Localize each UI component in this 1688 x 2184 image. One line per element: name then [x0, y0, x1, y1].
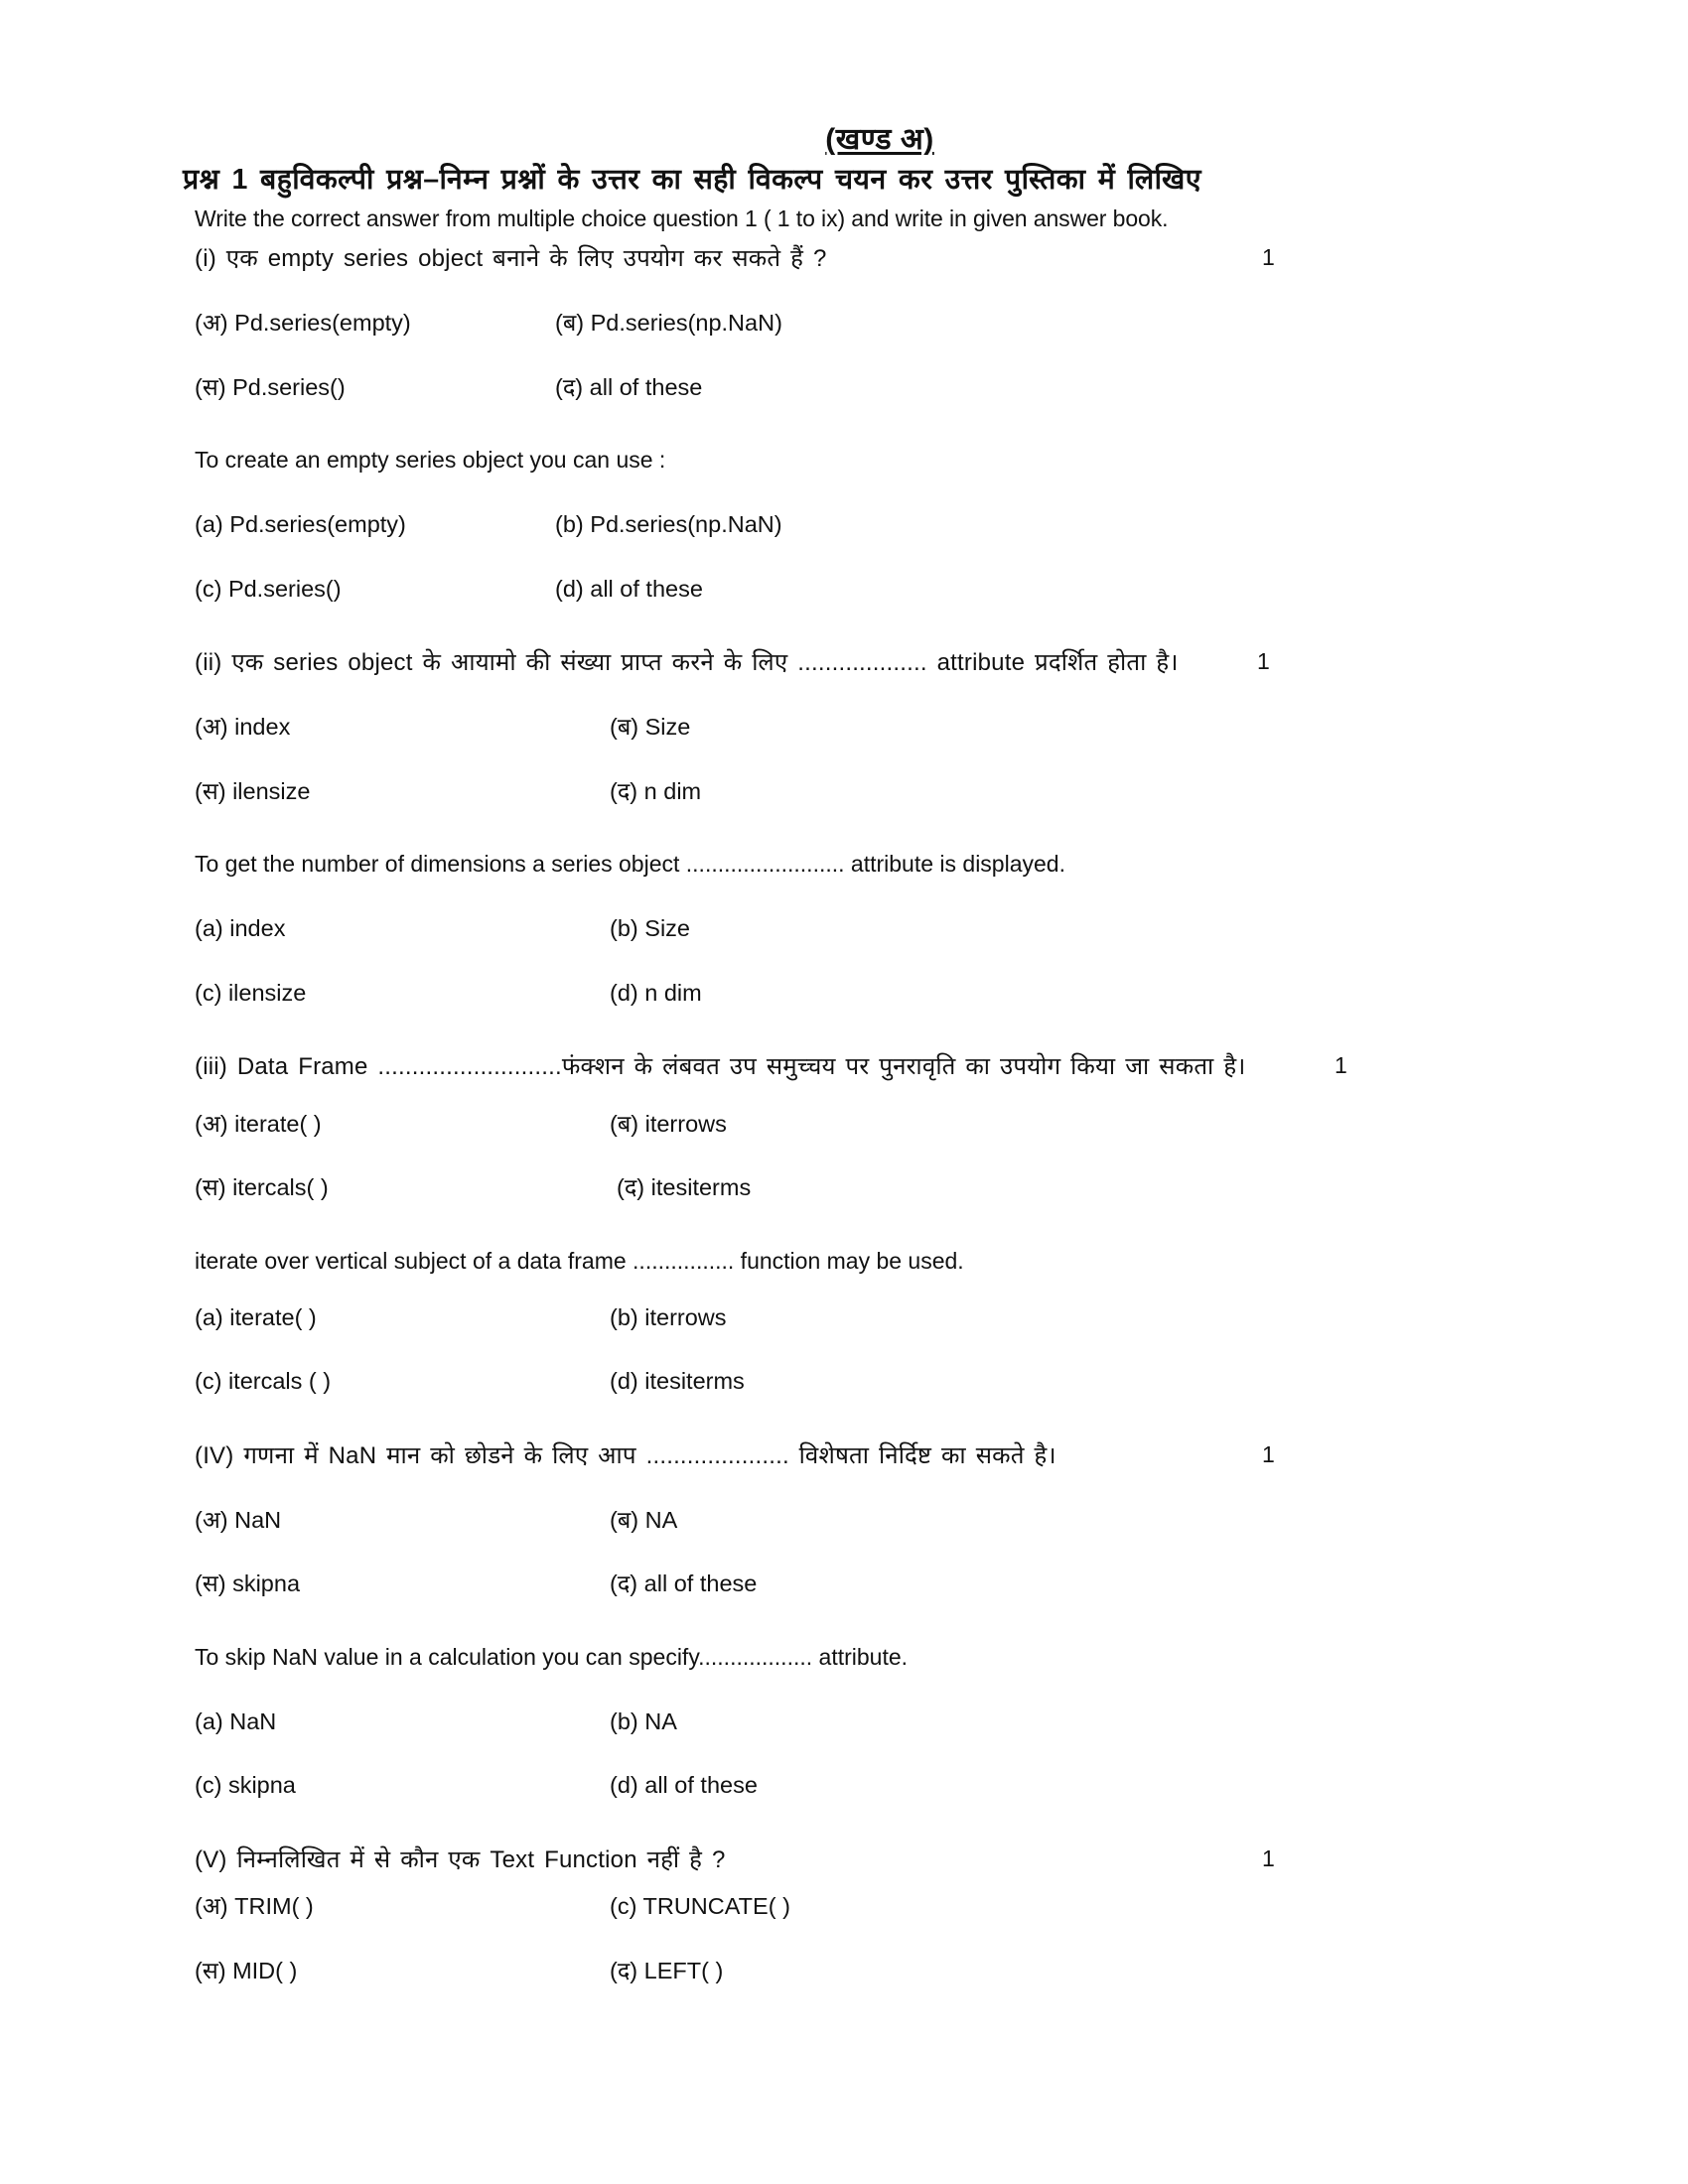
question-iv-english-option-row-1 — [195, 1706, 1565, 1737]
question-iii-hindi-option-row-1 — [195, 1109, 1565, 1140]
option-iii-b-hi: (ब) iterrows — [610, 1110, 727, 1137]
option-iii-b-en: (b) iterrows — [610, 1303, 727, 1330]
question-ii-english: To get the number of dimensions a series object ......................... attribute is displayed. — [195, 851, 1065, 878]
question-iii-marks: 1 — [1335, 1052, 1347, 1079]
question-iii-hindi — [195, 1051, 1565, 1082]
page-content — [183, 117, 1565, 1985]
option-ii-a-en: (a) index — [195, 915, 286, 942]
option-i-b-hi: (ब) Pd.series(np.NaN) — [555, 309, 782, 336]
option-iii-d-hi: (द) itesiterms — [617, 1174, 752, 1201]
option-iv-d-hi: (द) all of these — [610, 1570, 758, 1597]
question-iv-english: To skip NaN value in a calculation you can specify.................. attribute. — [195, 1643, 909, 1670]
question-iv-hindi-option-row-1 — [195, 1505, 1565, 1536]
question-iii-hindi-option-row-2 — [195, 1172, 1565, 1203]
question-iii-english-option-row-1 — [195, 1302, 1565, 1333]
option-iii-c-hi: (स) itercals( ) — [195, 1174, 329, 1201]
option-ii-b-hi: (ब) Size — [610, 714, 691, 741]
option-i-c-en: (c) Pd.series() — [195, 575, 342, 602]
question-i-hindi-text: (i) एक empty series object बनाने के लिए उपयोग कर सकते हैं ? — [195, 244, 827, 272]
question-i-marks: 1 — [1262, 243, 1275, 270]
question-ii-hindi — [195, 647, 1565, 678]
option-i-d-en: (d) all of these — [555, 575, 703, 602]
option-iv-b-en: (b) NA — [610, 1707, 677, 1734]
question-i-english-option-row-1 — [195, 509, 1565, 540]
option-iii-d-en: (d) itesiterms — [610, 1368, 745, 1395]
question-i-hindi-option-row-1 — [195, 308, 1565, 339]
option-ii-a-hi: (अ) index — [195, 714, 291, 741]
question-i-hindi-option-row-2 — [195, 372, 1565, 403]
option-ii-d-en: (d) n dim — [610, 979, 702, 1006]
question-ii-hindi-text: (ii) एक series object के आयामो की संख्या प्राप्त करने के लिए ................... attribute प्रदर्शित होता है। — [195, 649, 1179, 677]
question-iii-english: iterate over vertical subject of a data frame ................ function may be used. — [195, 1247, 964, 1274]
option-iv-b-hi: (ब) NA — [610, 1506, 678, 1533]
question-i-english: To create an empty series object you can use : — [195, 447, 666, 474]
option-iv-d-en: (d) all of these — [610, 1772, 758, 1799]
option-i-a-en: (a) Pd.series(empty) — [195, 510, 406, 537]
option-iv-a-hi: (अ) NaN — [195, 1506, 282, 1533]
option-v-s-hi: (स) MID( ) — [195, 1957, 298, 1983]
option-iv-c-hi: (स) skipna — [195, 1570, 301, 1597]
option-iii-a-en: (a) iterate( ) — [195, 1303, 317, 1330]
option-v-c-en: (c) TRUNCATE( ) — [610, 1893, 790, 1920]
question-ii-marks: 1 — [1257, 648, 1270, 675]
option-ii-d-hi: (द) n dim — [610, 777, 702, 804]
question-iv-hindi-text: (IV) गणना में NaN मान को छोडने के लिए आप ..................... विशेषता निर्दिष्ट का सकते है। — [195, 1441, 1056, 1469]
question-iv-hindi-option-row-2 — [195, 1569, 1565, 1599]
option-v-d-hi: (द) LEFT( ) — [610, 1957, 724, 1983]
question-ii-hindi-option-row-1 — [195, 712, 1565, 743]
option-ii-c-en: (c) ilensize — [195, 979, 307, 1006]
option-iii-c-en: (c) itercals ( ) — [195, 1368, 332, 1395]
option-iv-a-en: (a) NaN — [195, 1707, 277, 1734]
question-i-english-option-row-2 — [195, 574, 1565, 605]
option-i-b-en: (b) Pd.series(np.NaN) — [555, 510, 782, 537]
option-iv-c-en: (c) skipna — [195, 1772, 296, 1799]
option-i-c-hi: (स) Pd.series() — [195, 373, 346, 400]
question-iii-hindi-text: (iii) Data Frame ...........................फंक्शन के लंबवत उप समुच्चय पर पुनरावृति का उपयोग किया जा सकता है। — [195, 1053, 1246, 1081]
question-i-hindi — [195, 243, 1565, 274]
instruction-hindi: प्रश्न 1 बहुविकल्पी प्रश्न–निम्न प्रश्नों के उत्तर का सही विकल्प चयन कर उत्तर पुस्तिका में लिखिए — [183, 164, 1201, 196]
section-heading-text: (खण्ड अ) — [825, 123, 934, 156]
question-iii-english-option-row-2 — [195, 1366, 1565, 1397]
instruction-english: Write the correct answer from multiple choice question 1 ( 1 to ix) and write in given answer book. — [195, 205, 1169, 232]
question-ii-english-option-row-1 — [195, 913, 1565, 944]
option-i-a-hi: (अ) Pd.series(empty) — [195, 309, 411, 336]
section-heading — [195, 117, 1565, 158]
question-iv-marks: 1 — [1262, 1440, 1275, 1467]
option-iii-a-hi: (अ) iterate( ) — [195, 1110, 322, 1137]
question-v-option-row-1 — [195, 1891, 1565, 1922]
option-ii-c-hi: (स) ilensize — [195, 777, 311, 804]
question-v-hindi-text: (V) निम्नलिखित में से कौन एक Text Function नहीं है ? — [195, 1845, 726, 1873]
option-ii-b-en: (b) Size — [610, 915, 690, 942]
question-v-marks: 1 — [1262, 1844, 1275, 1871]
question-v-option-row-2 — [195, 1956, 1565, 1986]
question-ii-english-option-row-2 — [195, 978, 1565, 1009]
question-iv-english-option-row-2 — [195, 1770, 1565, 1801]
question-iv-hindi — [195, 1440, 1565, 1471]
question-v-hindi — [195, 1844, 1565, 1875]
option-v-a-hi: (अ) TRIM( ) — [195, 1893, 314, 1920]
question-ii-hindi-option-row-2 — [195, 776, 1565, 807]
option-i-d-hi: (द) all of these — [555, 373, 703, 400]
